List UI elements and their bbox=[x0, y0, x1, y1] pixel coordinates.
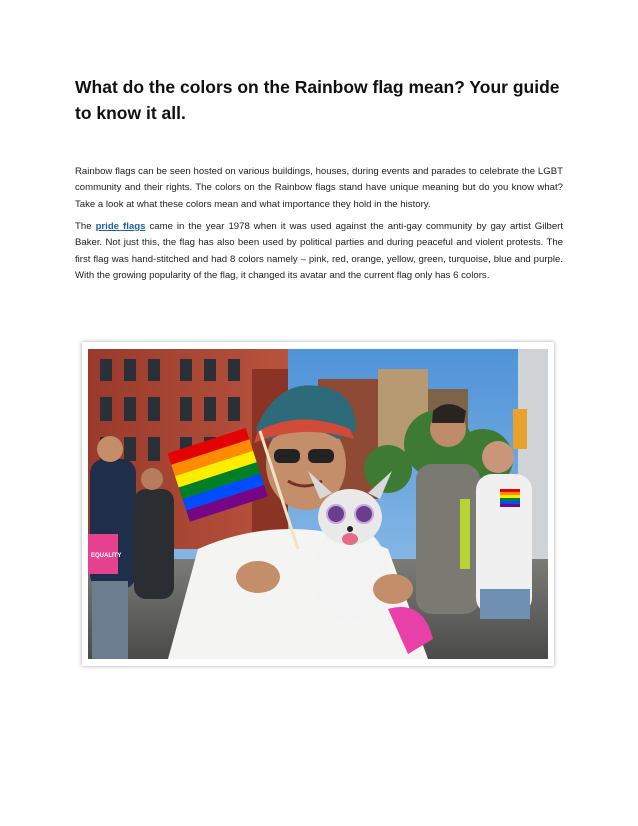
history-paragraph-text: came in the year 1978 when it was used against the anti-gay community by gay artist Gilbert Baker. Not just this, the flag has also been used by political parties and during peaceful and violent protests. The first flag was hand-stitched and had 8 colors namely – pink, red, orange, yellow, green, turquoise, blue and purple. With the growing popularity of the flag, it changed its avatar and the current flag only has 6 colors. bbox=[75, 221, 564, 281]
history-paragraph bbox=[75, 219, 563, 284]
document-title: What do the colors on the Rainbow flag mean? Your guide to know it all. bbox=[75, 77, 560, 123]
equality-sign-text: EQUALITY bbox=[91, 553, 122, 559]
pride-parade-photo bbox=[88, 349, 548, 659]
pride-parade-photo-frame bbox=[82, 342, 554, 666]
history-paragraph-prefix: The bbox=[75, 221, 96, 232]
background-rainbow-flag bbox=[500, 489, 520, 507]
pride-flags-link[interactable]: pride flags bbox=[95, 221, 146, 232]
intro-paragraph: Rainbow flags can be seen hosted on various buildings, houses, during events and parades to celebrate the LGBT community and their rights. The colors on the Rainbow flags stand have unique meaning but do you know what? Take a look at what these colors mean and what importance they hold in the history. bbox=[75, 166, 563, 210]
